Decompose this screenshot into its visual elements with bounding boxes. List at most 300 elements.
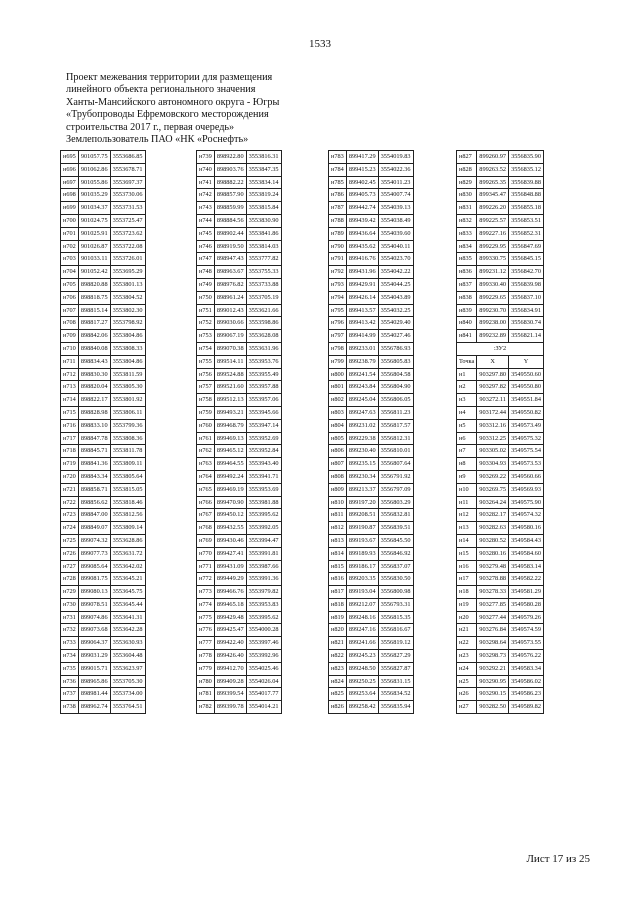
x-cell: 903269.75 bbox=[477, 483, 509, 496]
y-cell: 3556786.93 bbox=[378, 342, 413, 355]
table-row bbox=[457, 151, 544, 164]
table-row bbox=[329, 330, 414, 343]
point-cell: н774 bbox=[197, 598, 215, 611]
point-cell: н807 bbox=[329, 458, 347, 471]
table-row bbox=[197, 483, 282, 496]
table-row bbox=[197, 509, 282, 522]
y-cell: 3553819.24 bbox=[246, 189, 281, 202]
x-cell: 899412.70 bbox=[214, 662, 246, 675]
x-cell: 899427.41 bbox=[214, 547, 246, 560]
x-cell: 898843.34 bbox=[78, 470, 110, 483]
x-cell: 899469.19 bbox=[214, 483, 246, 496]
y-cell: 3556793.31 bbox=[378, 598, 413, 611]
y-cell: 3553806.11 bbox=[110, 406, 145, 419]
point-cell: н779 bbox=[197, 662, 215, 675]
x-cell: 899417.29 bbox=[346, 151, 378, 164]
x-cell: 898922.80 bbox=[214, 151, 246, 164]
x-cell: 899081.75 bbox=[78, 573, 110, 586]
point-cell: н810 bbox=[329, 496, 347, 509]
document-title bbox=[66, 72, 366, 146]
y-cell: 3553957.06 bbox=[246, 394, 281, 407]
y-cell: 3556831.15 bbox=[378, 675, 413, 688]
point-cell: н738 bbox=[61, 701, 79, 714]
x-cell: 898828.98 bbox=[78, 406, 110, 419]
point-cell: н742 bbox=[197, 189, 215, 202]
point-cell: н799 bbox=[329, 355, 347, 368]
y-cell: 3553678.71 bbox=[110, 163, 145, 176]
table-row bbox=[457, 458, 544, 471]
point-cell: н711 bbox=[61, 355, 79, 368]
point-cell: н777 bbox=[197, 637, 215, 650]
point-cell: н818 bbox=[329, 598, 347, 611]
x-cell: 899015.71 bbox=[78, 662, 110, 675]
point-cell: н712 bbox=[61, 368, 79, 381]
table-row bbox=[197, 266, 282, 279]
point-cell: н734 bbox=[61, 650, 79, 663]
x-cell: 898965.86 bbox=[78, 675, 110, 688]
x-cell: 899193.67 bbox=[346, 534, 378, 547]
x-cell: 899430.46 bbox=[214, 534, 246, 547]
y-cell: 3549589.82 bbox=[509, 701, 544, 714]
x-cell: 899402.45 bbox=[346, 176, 378, 189]
table-row bbox=[197, 151, 282, 164]
header-row bbox=[457, 355, 544, 368]
x-cell: 899466.76 bbox=[214, 586, 246, 599]
y-cell: 3553802.30 bbox=[110, 304, 145, 317]
y-cell: 3556837.10 bbox=[509, 291, 544, 304]
point-cell: н770 bbox=[197, 547, 215, 560]
x-cell: 903312.25 bbox=[477, 432, 509, 445]
x-cell: 899429.91 bbox=[346, 278, 378, 291]
point-cell: н806 bbox=[329, 445, 347, 458]
table-row bbox=[197, 458, 282, 471]
table-row bbox=[329, 573, 414, 586]
point-cell: н747 bbox=[197, 253, 215, 266]
y-cell: 3549575.90 bbox=[509, 496, 544, 509]
y-cell: 3553730.06 bbox=[110, 189, 145, 202]
table-row bbox=[61, 330, 146, 343]
y-cell: 3554011.23 bbox=[378, 176, 413, 189]
x-cell: 899416.76 bbox=[346, 253, 378, 266]
table-row bbox=[197, 688, 282, 701]
y-cell: 3554023.70 bbox=[378, 253, 413, 266]
y-cell: 3553642.28 bbox=[110, 624, 145, 637]
y-cell: 3556819.12 bbox=[378, 637, 413, 650]
table-row bbox=[61, 483, 146, 496]
table-row bbox=[197, 586, 282, 599]
x-cell: 901033.11 bbox=[78, 253, 110, 266]
x-cell: 899074.86 bbox=[78, 611, 110, 624]
y-cell: 3553811.59 bbox=[110, 368, 145, 381]
x-cell: 899439.42 bbox=[346, 214, 378, 227]
table-row bbox=[61, 470, 146, 483]
table-row bbox=[329, 560, 414, 573]
point-cell: н795 bbox=[329, 304, 347, 317]
x-cell: 903277.85 bbox=[477, 598, 509, 611]
x-cell: 899422.40 bbox=[214, 637, 246, 650]
table-row bbox=[457, 330, 544, 343]
point-cell: н759 bbox=[197, 406, 215, 419]
point-cell: н698 bbox=[61, 189, 79, 202]
y-cell: 3553812.56 bbox=[110, 509, 145, 522]
point-cell: н783 bbox=[329, 151, 347, 164]
x-cell: 899233.01 bbox=[346, 342, 378, 355]
x-cell: 898976.82 bbox=[214, 278, 246, 291]
table-row bbox=[61, 189, 146, 202]
x-cell: 903276.84 bbox=[477, 624, 509, 637]
x-cell: 899186.17 bbox=[346, 560, 378, 573]
x-cell: 898820.88 bbox=[78, 278, 110, 291]
table-row bbox=[197, 368, 282, 381]
x-cell: 899470.90 bbox=[214, 496, 246, 509]
table-row bbox=[329, 458, 414, 471]
point-cell: н838 bbox=[457, 291, 477, 304]
point-cell: н763 bbox=[197, 458, 215, 471]
table-row bbox=[329, 650, 414, 663]
y-cell: 3553987.66 bbox=[246, 560, 281, 573]
table-row bbox=[61, 368, 146, 381]
x-cell: 899085.64 bbox=[78, 560, 110, 573]
y-cell: 3553734.00 bbox=[110, 688, 145, 701]
point-cell: н798 bbox=[329, 342, 347, 355]
point-cell: н817 bbox=[329, 586, 347, 599]
y-cell: 3553815.84 bbox=[246, 202, 281, 215]
point-cell: н723 bbox=[61, 509, 79, 522]
point-cell: н736 bbox=[61, 675, 79, 688]
point-cell: н714 bbox=[61, 394, 79, 407]
y-cell: 3553631.72 bbox=[110, 547, 145, 560]
x-cell: 899399.54 bbox=[214, 688, 246, 701]
page-number: 1533 bbox=[309, 38, 331, 50]
x-cell: 899415.23 bbox=[346, 163, 378, 176]
point-cell: н728 bbox=[61, 573, 79, 586]
table-row bbox=[457, 624, 544, 637]
y-cell: 3556835.12 bbox=[509, 163, 544, 176]
x-cell: 899426.40 bbox=[214, 650, 246, 663]
table-row bbox=[329, 368, 414, 381]
table-row bbox=[197, 342, 282, 355]
table-row bbox=[457, 253, 544, 266]
x-cell: 898858.71 bbox=[78, 483, 110, 496]
point-cell: н815 bbox=[329, 560, 347, 573]
table-row bbox=[61, 394, 146, 407]
table-row bbox=[61, 253, 146, 266]
x-cell: 899193.04 bbox=[346, 586, 378, 599]
point-cell: н697 bbox=[61, 176, 79, 189]
table-row bbox=[329, 701, 414, 714]
table-row bbox=[457, 227, 544, 240]
x-cell: 898963.67 bbox=[214, 266, 246, 279]
x-cell: 903298.64 bbox=[477, 637, 509, 650]
table-row bbox=[61, 266, 146, 279]
y-cell: 3549560.66 bbox=[509, 470, 544, 483]
point-cell: н760 bbox=[197, 419, 215, 432]
y-cell: 3553995.62 bbox=[246, 509, 281, 522]
y-cell: 3549550.80 bbox=[509, 381, 544, 394]
x-cell: 899229.95 bbox=[477, 240, 509, 253]
table-row bbox=[61, 355, 146, 368]
x-cell: 899232.89 bbox=[477, 330, 509, 343]
table-row bbox=[329, 547, 414, 560]
y-cell: 3554007.74 bbox=[378, 189, 413, 202]
table-row bbox=[329, 637, 414, 650]
y-cell: 3553705.30 bbox=[110, 675, 145, 688]
x-cell: 901057.75 bbox=[78, 151, 110, 164]
y-cell: 3553805.30 bbox=[110, 381, 145, 394]
coordinates-table bbox=[456, 150, 544, 714]
y-cell: 3553809.11 bbox=[110, 458, 145, 471]
point-cell: н720 bbox=[61, 470, 79, 483]
point-cell: н761 bbox=[197, 432, 215, 445]
x-cell: 899073.68 bbox=[78, 624, 110, 637]
x-cell: 899468.79 bbox=[214, 419, 246, 432]
y-cell: 3553697.37 bbox=[110, 176, 145, 189]
point-cell: н784 bbox=[329, 163, 347, 176]
y-cell: 3553943.40 bbox=[246, 458, 281, 471]
title-line: Проект межевания территории для размещения bbox=[66, 72, 273, 83]
point-cell: н827 bbox=[457, 151, 477, 164]
x-cell: 899492.24 bbox=[214, 470, 246, 483]
x-cell: 899464.55 bbox=[214, 458, 246, 471]
point-cell: н8 bbox=[457, 458, 477, 471]
y-cell: 3549584.60 bbox=[509, 547, 544, 560]
y-cell: 3556853.51 bbox=[509, 214, 544, 227]
x-cell: 899248.16 bbox=[346, 611, 378, 624]
x-cell: 898857.90 bbox=[214, 189, 246, 202]
table-row bbox=[457, 662, 544, 675]
column-header: Y bbox=[509, 355, 544, 368]
table-row bbox=[457, 214, 544, 227]
point-cell: н3 bbox=[457, 394, 477, 407]
point-cell: н754 bbox=[197, 342, 215, 355]
y-cell: 3553816.31 bbox=[246, 151, 281, 164]
y-cell: 3553623.97 bbox=[110, 662, 145, 675]
x-cell: 899074.32 bbox=[78, 534, 110, 547]
table-row bbox=[61, 317, 146, 330]
y-cell: 3553830.90 bbox=[246, 214, 281, 227]
y-cell: 3553814.03 bbox=[246, 240, 281, 253]
point-cell: н755 bbox=[197, 355, 215, 368]
y-cell: 3556804.58 bbox=[378, 368, 413, 381]
y-cell: 3549573.49 bbox=[509, 419, 544, 432]
point-cell: н704 bbox=[61, 266, 79, 279]
point-cell: н823 bbox=[329, 662, 347, 675]
y-cell: 3556830.74 bbox=[509, 317, 544, 330]
y-cell: 3549550.82 bbox=[509, 406, 544, 419]
y-cell: 3556834.91 bbox=[509, 304, 544, 317]
table-row bbox=[457, 586, 544, 599]
y-cell: 3553811.78 bbox=[110, 445, 145, 458]
point-cell: н751 bbox=[197, 304, 215, 317]
table-row bbox=[61, 522, 146, 535]
point-cell: н775 bbox=[197, 611, 215, 624]
y-cell: 3553805.64 bbox=[110, 470, 145, 483]
point-cell: н700 bbox=[61, 214, 79, 227]
table-row bbox=[197, 291, 282, 304]
y-cell: 3556845.15 bbox=[509, 253, 544, 266]
point-cell: н820 bbox=[329, 624, 347, 637]
y-cell: 3549586.02 bbox=[509, 675, 544, 688]
y-cell: 3554038.49 bbox=[378, 214, 413, 227]
x-cell: 899230.34 bbox=[346, 470, 378, 483]
point-cell: н833 bbox=[457, 227, 477, 240]
point-cell: н713 bbox=[61, 381, 79, 394]
x-cell: 899247.63 bbox=[346, 406, 378, 419]
x-cell: 899263.52 bbox=[477, 163, 509, 176]
x-cell: 903277.44 bbox=[477, 611, 509, 624]
table-row bbox=[197, 573, 282, 586]
y-cell: 3549581.29 bbox=[509, 586, 544, 599]
x-cell: 899245.04 bbox=[346, 394, 378, 407]
point-cell: н27 bbox=[457, 701, 477, 714]
x-cell: 901034.37 bbox=[78, 202, 110, 215]
x-cell: 903282.17 bbox=[477, 509, 509, 522]
point-cell: н793 bbox=[329, 278, 347, 291]
point-cell: н744 bbox=[197, 214, 215, 227]
y-cell: 3553815.05 bbox=[110, 483, 145, 496]
x-cell: 899258.42 bbox=[346, 701, 378, 714]
y-cell: 3549579.26 bbox=[509, 611, 544, 624]
x-cell: 903282.63 bbox=[477, 522, 509, 535]
section-title: :ЗУ2 bbox=[457, 342, 544, 355]
y-cell: 3549582.22 bbox=[509, 573, 544, 586]
point-cell: н696 bbox=[61, 163, 79, 176]
x-cell: 899203.35 bbox=[346, 573, 378, 586]
point-cell: н750 bbox=[197, 291, 215, 304]
y-cell: 3556821.14 bbox=[509, 330, 544, 343]
table-row bbox=[61, 176, 146, 189]
title-line: «Трубопроводы Ефремовского месторождения bbox=[66, 109, 269, 121]
x-cell: 898830.30 bbox=[78, 368, 110, 381]
table-row bbox=[329, 624, 414, 637]
table-row bbox=[329, 496, 414, 509]
point-cell: н737 bbox=[61, 688, 79, 701]
y-cell: 3556845.50 bbox=[378, 534, 413, 547]
point-cell: н753 bbox=[197, 330, 215, 343]
point-cell: н758 bbox=[197, 394, 215, 407]
table-row bbox=[329, 394, 414, 407]
table-row bbox=[329, 445, 414, 458]
x-cell: 899238.00 bbox=[477, 317, 509, 330]
table-row bbox=[61, 534, 146, 547]
y-cell: 3553628.86 bbox=[110, 534, 145, 547]
x-cell: 899330.75 bbox=[477, 253, 509, 266]
y-cell: 3553726.01 bbox=[110, 253, 145, 266]
point-cell: н796 bbox=[329, 317, 347, 330]
x-cell: 903272.11 bbox=[477, 394, 509, 407]
table-row bbox=[61, 573, 146, 586]
x-cell: 899225.57 bbox=[477, 214, 509, 227]
y-cell: 3549586.23 bbox=[509, 688, 544, 701]
column-header: Точка bbox=[457, 355, 477, 368]
table-row bbox=[61, 637, 146, 650]
point-cell: н20 bbox=[457, 611, 477, 624]
x-cell: 903290.95 bbox=[477, 675, 509, 688]
coordinates-table bbox=[196, 150, 282, 714]
point-cell: н837 bbox=[457, 278, 477, 291]
x-cell: 899426.14 bbox=[346, 291, 378, 304]
x-cell: 898840.08 bbox=[78, 342, 110, 355]
table-row bbox=[457, 189, 544, 202]
point-cell: н804 bbox=[329, 419, 347, 432]
y-cell: 3553957.88 bbox=[246, 381, 281, 394]
y-cell: 3553947.14 bbox=[246, 419, 281, 432]
table-row bbox=[457, 266, 544, 279]
x-cell: 899245.23 bbox=[346, 650, 378, 663]
y-cell: 3554044.25 bbox=[378, 278, 413, 291]
point-cell: н24 bbox=[457, 662, 477, 675]
point-cell: н756 bbox=[197, 368, 215, 381]
y-cell: 3553991.81 bbox=[246, 547, 281, 560]
y-cell: 3553997.46 bbox=[246, 637, 281, 650]
x-cell: 899227.16 bbox=[477, 227, 509, 240]
point-cell: н787 bbox=[329, 202, 347, 215]
point-cell: н735 bbox=[61, 662, 79, 675]
table-row bbox=[61, 688, 146, 701]
table-row bbox=[61, 406, 146, 419]
table-row bbox=[61, 662, 146, 675]
x-cell: 898841.36 bbox=[78, 458, 110, 471]
y-cell: 3554017.77 bbox=[246, 688, 281, 701]
y-cell: 3554039.13 bbox=[378, 202, 413, 215]
x-cell: 899213.37 bbox=[346, 483, 378, 496]
y-cell: 3549580.28 bbox=[509, 598, 544, 611]
table-row bbox=[457, 291, 544, 304]
point-cell: н781 bbox=[197, 688, 215, 701]
table-row bbox=[457, 278, 544, 291]
table-row bbox=[457, 470, 544, 483]
x-cell: 903290.15 bbox=[477, 688, 509, 701]
x-cell: 899243.84 bbox=[346, 381, 378, 394]
table-row bbox=[457, 509, 544, 522]
point-cell: н722 bbox=[61, 496, 79, 509]
y-cell: 3554029.40 bbox=[378, 317, 413, 330]
x-cell: 898849.07 bbox=[78, 522, 110, 535]
x-cell: 899212.07 bbox=[346, 598, 378, 611]
y-cell: 3556803.29 bbox=[378, 496, 413, 509]
x-cell: 901035.29 bbox=[78, 189, 110, 202]
y-cell: 3556810.01 bbox=[378, 445, 413, 458]
table-row bbox=[197, 637, 282, 650]
table-row bbox=[61, 432, 146, 445]
point-cell: н794 bbox=[329, 291, 347, 304]
x-cell: 903297.82 bbox=[477, 381, 509, 394]
table-row bbox=[197, 176, 282, 189]
point-cell: н743 bbox=[197, 202, 215, 215]
table-row bbox=[329, 214, 414, 227]
point-cell: н765 bbox=[197, 483, 215, 496]
table-row bbox=[197, 163, 282, 176]
y-cell: 3556839.88 bbox=[509, 176, 544, 189]
point-cell: н803 bbox=[329, 406, 347, 419]
y-cell: 3554043.89 bbox=[378, 291, 413, 304]
x-cell: 899250.25 bbox=[346, 675, 378, 688]
x-cell: 903279.48 bbox=[477, 560, 509, 573]
x-cell: 899442.74 bbox=[346, 202, 378, 215]
table-row bbox=[329, 291, 414, 304]
x-cell: 899078.51 bbox=[78, 598, 110, 611]
y-cell: 3553847.35 bbox=[246, 163, 281, 176]
point-cell: н776 bbox=[197, 624, 215, 637]
table-row bbox=[197, 240, 282, 253]
x-cell: 899524.88 bbox=[214, 368, 246, 381]
x-cell: 899238.79 bbox=[346, 355, 378, 368]
x-cell: 898820.04 bbox=[78, 381, 110, 394]
point-cell: н801 bbox=[329, 381, 347, 394]
point-cell: н1 bbox=[457, 368, 477, 381]
x-cell: 899449.29 bbox=[214, 573, 246, 586]
y-cell: 3549584.43 bbox=[509, 534, 544, 547]
